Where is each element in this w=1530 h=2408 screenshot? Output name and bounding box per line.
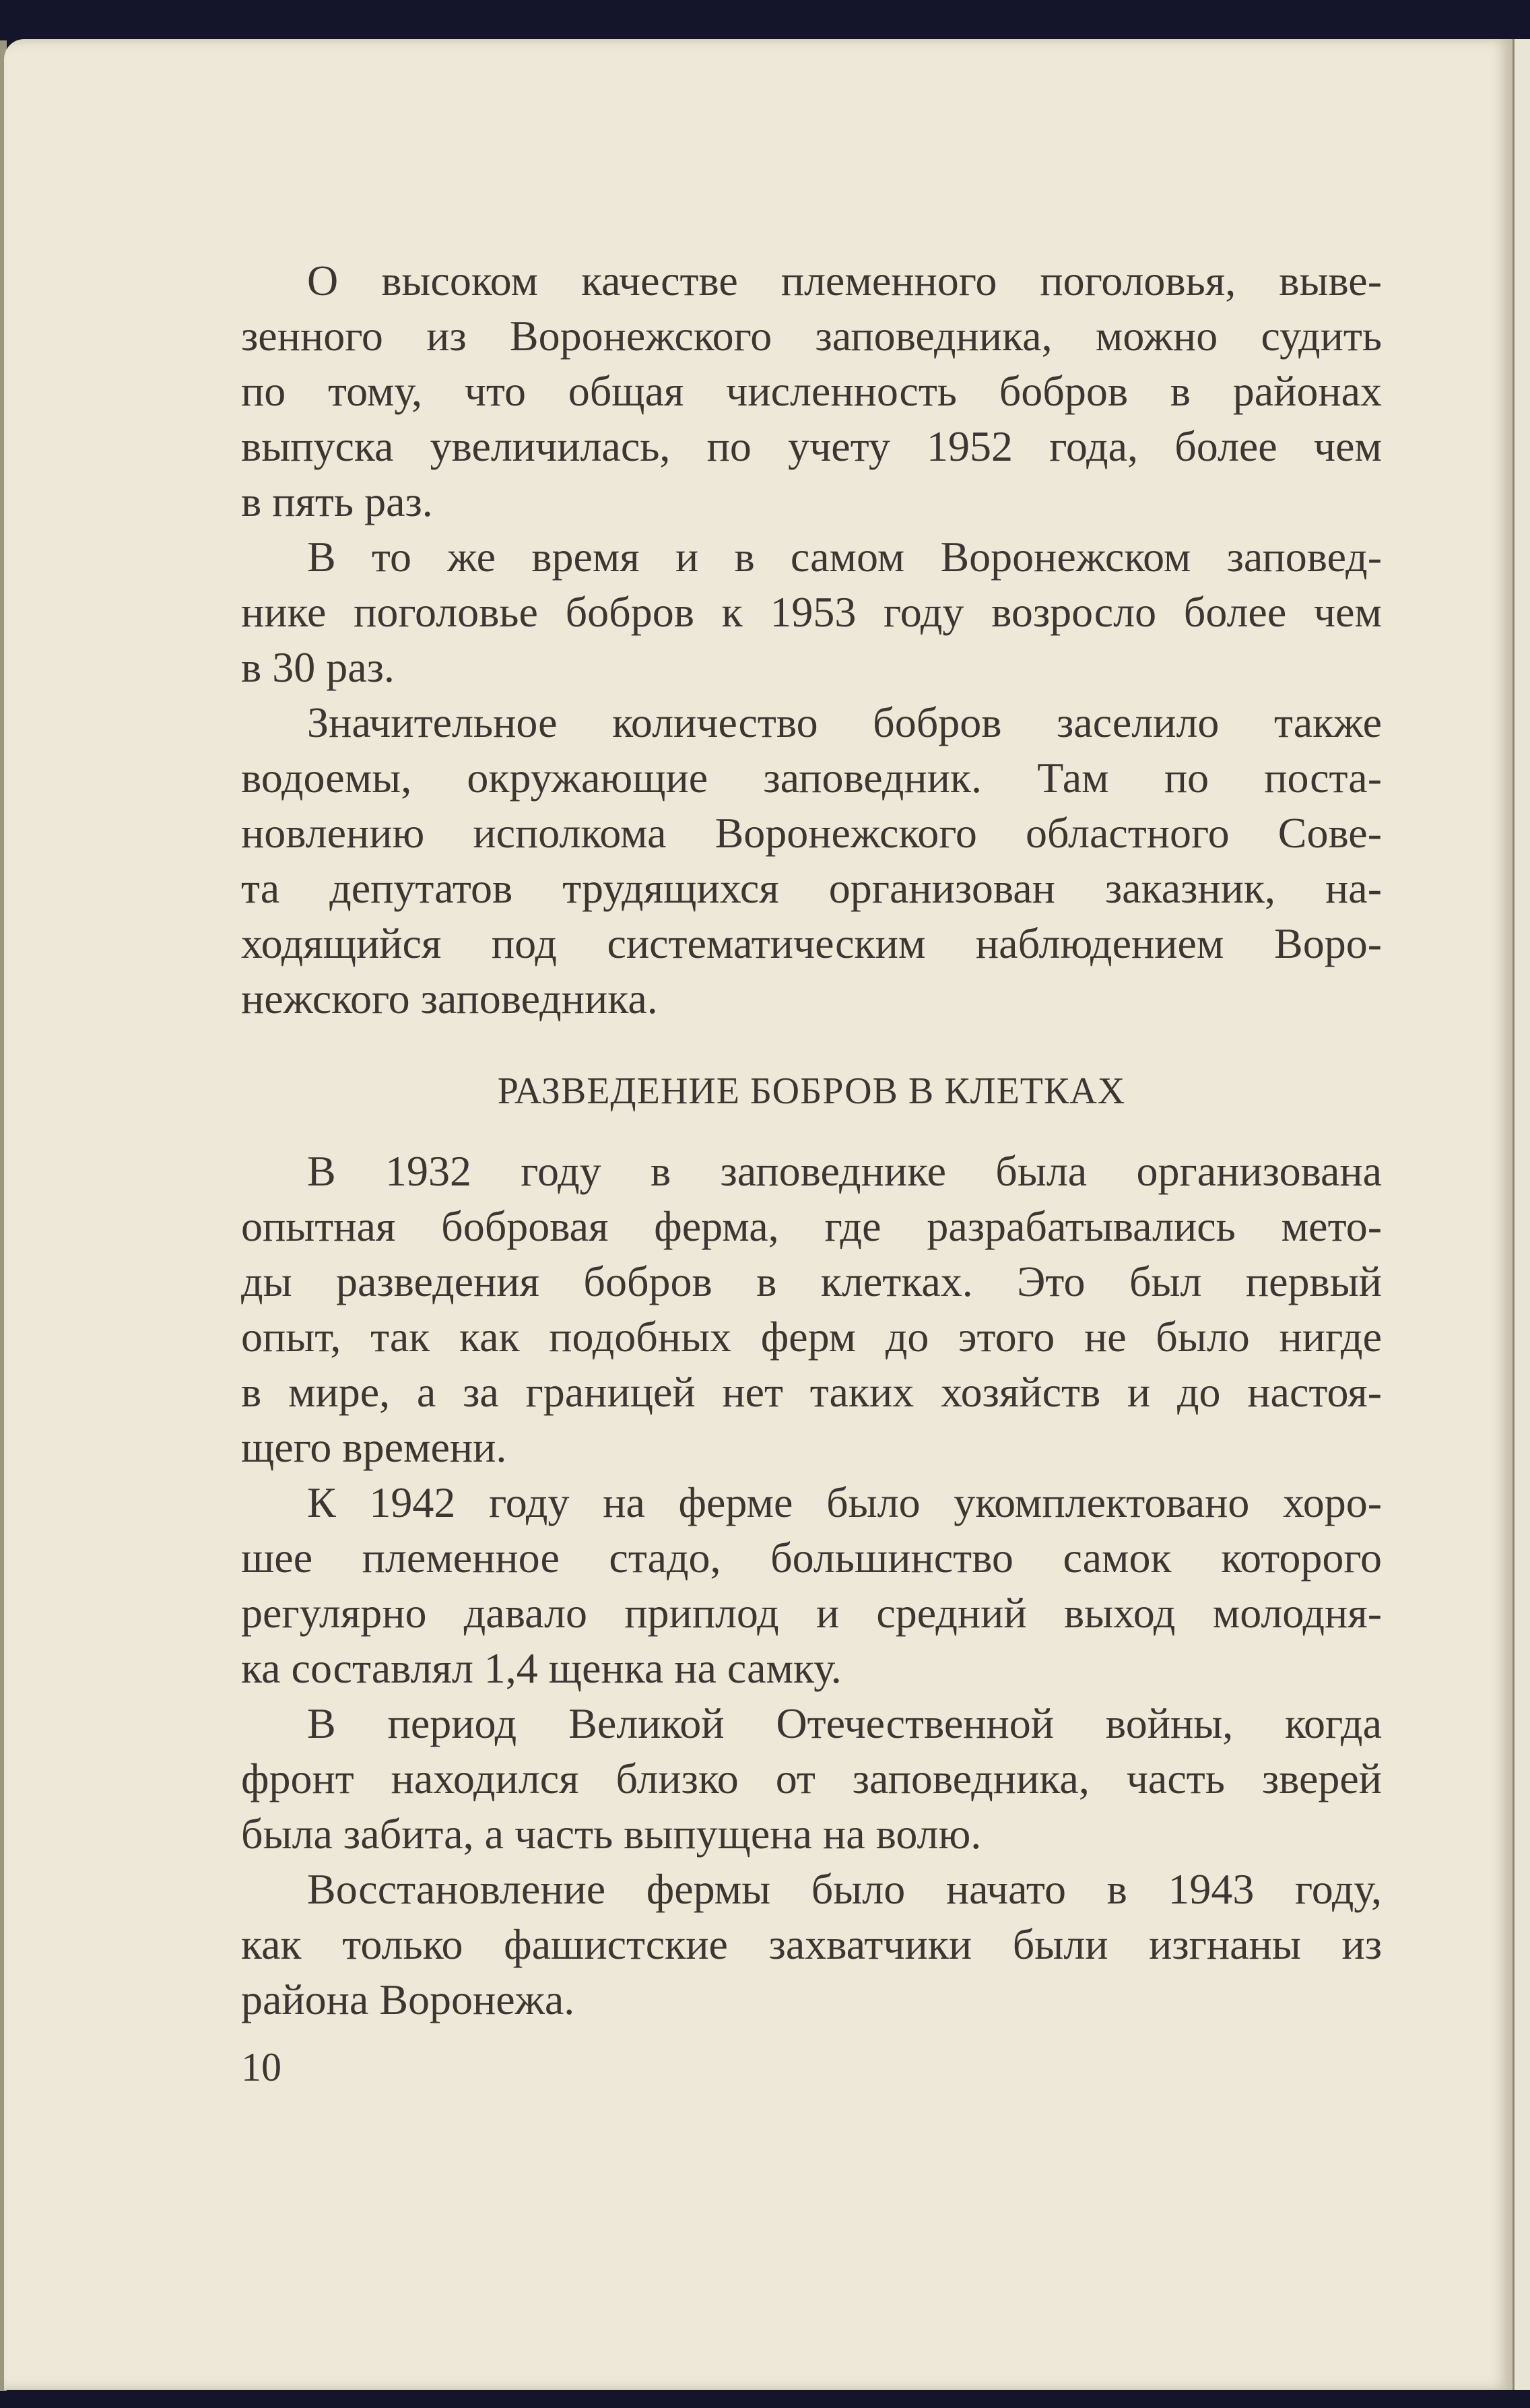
text-line: В период Великой Отечественной войны, когда [307,1699,1382,1747]
paragraph [241,1862,1382,2027]
text-line: Значительное количество бобров заселило также [307,698,1382,746]
text-line: опыт, так как подобных ферм до этого не было нигде [241,1313,1382,1361]
text-line: нежского заповедника. [241,975,658,1022]
text-line: в мире, а за границей нет таких хозяйств и до настоя- [241,1368,1382,1416]
text-line: района Воронежа. [241,1976,575,2023]
text-before-heading [241,253,1382,1027]
text-line: та депутатов трудящихся организован заказник, на- [241,864,1382,912]
paragraph [241,695,1382,1027]
text-line: регулярно давало приплод и средний выход молодня- [241,1589,1382,1637]
text-after-heading [241,1144,1382,2027]
paragraph [241,529,1382,695]
text-line: по тому, что общая численность бобров в районах [241,367,1382,415]
text-line: В 1932 году в заповеднике была организована [307,1147,1382,1195]
text-line: шее племенное стадо, большинство самок которого [241,1534,1382,1582]
page-text [241,253,1382,2095]
text-line: фронт находился близко от заповедника, часть зверей [241,1755,1382,1802]
text-line: как только фашистские захватчики были изгнаны из [241,1920,1382,1968]
paragraph [241,1144,1382,1475]
text-line: Восстановление фермы было начато в 1943 году, [307,1865,1382,1913]
text-line: щего времени. [241,1423,507,1471]
text-line: опытная бобровая ферма, где разрабатывались мето- [241,1202,1382,1250]
text-line: К 1942 году на ферме было укомплектовано хоро- [307,1478,1382,1526]
paragraph [241,1696,1382,1862]
paragraph [241,1475,1382,1696]
page-number: 10 [241,2045,281,2089]
text-line: водоемы, окружающие заповедник. Там по поста- [241,754,1382,802]
text-line: О высоком качестве племенного поголовья, выве- [307,257,1382,304]
text-line: в 30 раз. [241,643,395,691]
section-heading: РАЗВЕДЕНИЕ БОБРОВ В КЛЕТКАХ [497,1070,1126,1112]
text-line: нике поголовье бобров к 1953 году возросло более чем [241,588,1382,636]
paragraph [241,253,1382,529]
text-line: была забита, а часть выпущена на волю. [241,1810,982,1858]
text-line: в пять раз. [241,478,433,525]
text-line: зенного из Воронежского заповедника, можно судить [241,312,1382,360]
text-line: ды разведения бобров в клетках. Это был первый [241,1258,1382,1305]
text-line: ходящийся под систематическим наблюдением Воро- [241,919,1382,967]
text-line: В то же время и в самом Воронежском заповед- [307,533,1382,581]
text-line: новлению исполкома Воронежского областного Сове- [241,809,1382,857]
text-line: ка составлял 1,4 щенка на самку. [241,1644,842,1692]
text-line: выпуска увеличилась, по учету 1952 года, более чем [241,422,1382,470]
next-page-edge [1512,39,1530,2390]
